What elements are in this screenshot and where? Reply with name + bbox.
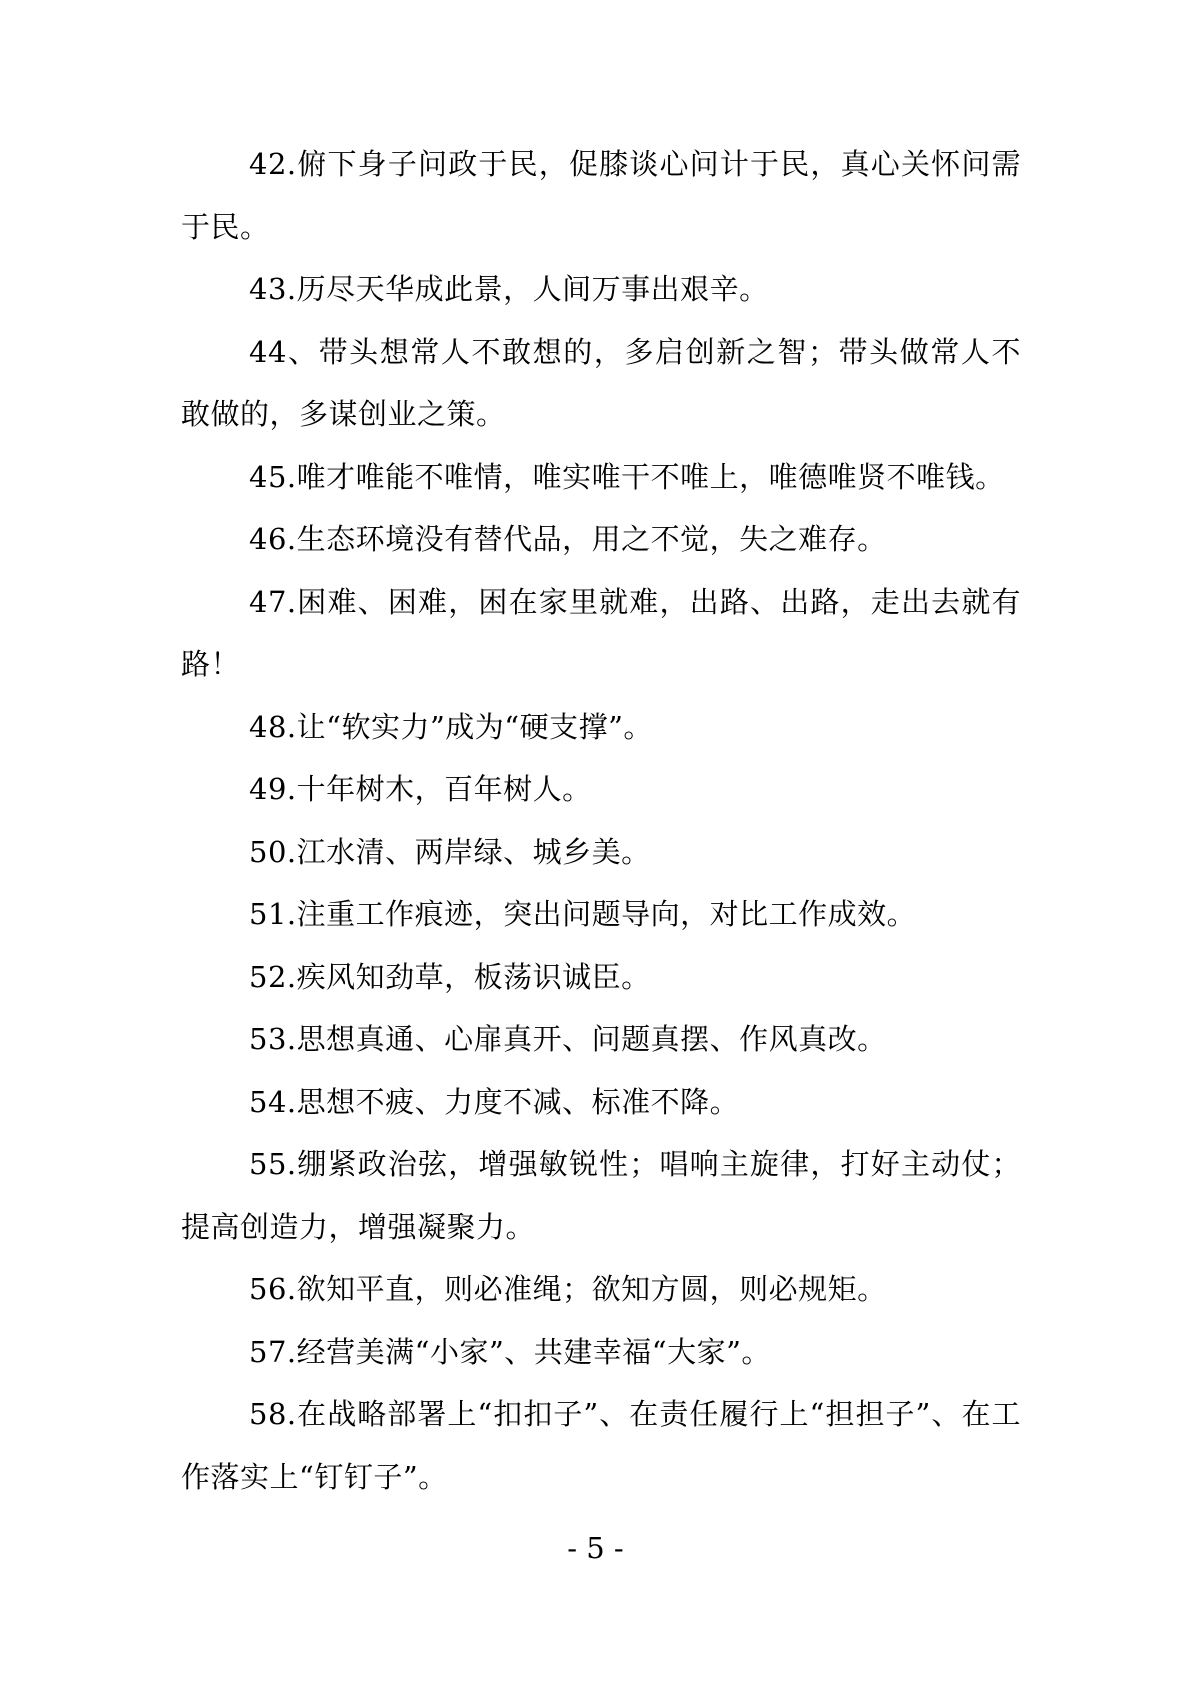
paragraph-54: 54.思想不疲、力度不减、标准不降。 bbox=[249, 1084, 740, 1119]
paragraph-52: 52.疾风知劲草，板荡识诚臣。 bbox=[249, 959, 651, 994]
page-number: - 5 - bbox=[567, 1531, 624, 1565]
paragraph-49: 49.十年树木，百年树人。 bbox=[249, 772, 592, 806]
paragraph-43: 43.历尽天华成此景，人间万事出艰辛。 bbox=[249, 272, 769, 306]
paragraph-48: 48.让“软实力”成为“硬支撑”。 bbox=[249, 709, 653, 744]
paragraph-44: 44、带头想常人不敢想的，多启创新之智；带头做常人不敢做的，多谋创业之策。 bbox=[181, 334, 1021, 431]
paragraph-53: 53.思想真通、心扉真开、问题真摆、作风真改。 bbox=[249, 1022, 887, 1056]
paragraph-51: 51.注重工作痕迹，突出问题导向，对比工作成效。 bbox=[249, 897, 917, 931]
paragraph-58: 58.在战略部署上“扣扣子”、在责任履行上“担担子”、在工作落实上“钉钉子”。 bbox=[181, 1397, 1021, 1494]
paragraph-56: 56.欲知平直，则必准绳；欲知方圆，则必规矩。 bbox=[249, 1272, 887, 1306]
document-body bbox=[181, 133, 1021, 1508]
paragraph-45: 45.唯才唯能不唯情，唯实唯干不唯上，唯德唯贤不唯钱。 bbox=[249, 459, 1005, 494]
paragraph-55: 55.绷紧政治弦，增强敏锐性；唱响主旋律，打好主动仗；提高创造力，增强凝聚力。 bbox=[181, 1147, 1021, 1244]
paragraph-57: 57.经营美满“小家”、共建幸福“大家”。 bbox=[249, 1334, 771, 1369]
paragraph-47: 47.困难、困难，困在家里就难，出路、出路，走出去就有路！ bbox=[181, 584, 1021, 681]
paragraph-50: 50.江水清、两岸绿、城乡美。 bbox=[249, 834, 651, 869]
paragraph-42: 42.俯下身子问政于民，促膝谈心问计于民，真心关怀问需于民。 bbox=[181, 147, 1021, 244]
paragraph-46: 46.生态环境没有替代品，用之不觉，失之难存。 bbox=[249, 522, 887, 556]
